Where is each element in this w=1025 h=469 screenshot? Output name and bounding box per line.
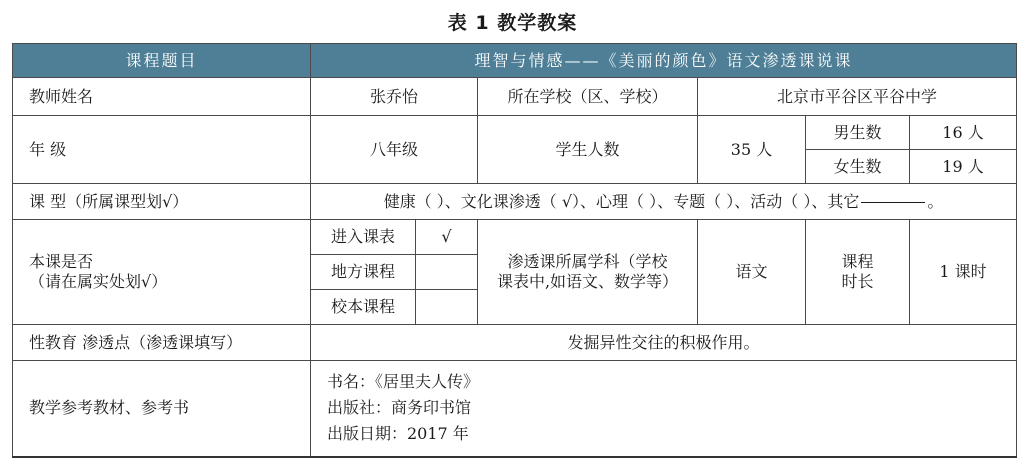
reference-date: 出版日期：2017 年 xyxy=(327,424,469,444)
lesson-type-suffix: 。 xyxy=(927,191,944,211)
course-row-1 xyxy=(13,220,1017,255)
other-blank-line xyxy=(861,201,925,203)
option-in-schedule: 进入课表 xyxy=(311,220,416,255)
option-local-course: 地方课程 xyxy=(311,255,416,290)
lesson-plan-table xyxy=(12,43,1017,458)
school-label: 所在学校（区、学校） xyxy=(478,78,698,116)
header-row xyxy=(13,44,1017,78)
student-count-value: 35 人 xyxy=(698,116,806,184)
references-row xyxy=(13,361,1017,457)
course-title-label: 课程题目 xyxy=(13,44,311,78)
teacher-name-label: 教师姓名 xyxy=(13,78,311,116)
option-school-course: 校本课程 xyxy=(311,290,416,325)
references-label: 教学参考教材、参考书 xyxy=(13,361,311,457)
references-value xyxy=(311,361,1017,457)
subject-label-line2: 课表中,如语文、数学等） xyxy=(496,272,679,291)
grade-row xyxy=(13,116,1017,150)
course-status-label xyxy=(13,220,311,325)
subject-label-line1: 渗透课所属学科（学校 xyxy=(507,252,668,271)
reference-book: 书名：《居里夫人传》 xyxy=(327,372,480,392)
teacher-name-value: 张乔怡 xyxy=(311,78,478,116)
lesson-type-label: 课 型（所属课型划√） xyxy=(13,184,311,220)
school-value: 北京市平谷区平谷中学 xyxy=(698,78,1017,116)
duration-value: 1 课时 xyxy=(910,220,1017,325)
course-status-label-line1: 本课是否 xyxy=(29,252,94,271)
duration-label-line1: 课程 xyxy=(841,252,874,271)
sex-ed-value: 发掘异性交往的积极作用。 xyxy=(311,325,1017,361)
boys-value: 16 人 xyxy=(910,116,1017,150)
option-local-course-check xyxy=(416,255,478,290)
lesson-type-row xyxy=(13,184,1017,220)
girls-value: 19 人 xyxy=(910,150,1017,184)
reference-publisher: 出版社：商务印书馆 xyxy=(327,398,472,418)
subject-label xyxy=(478,220,698,325)
student-count-label: 学生人数 xyxy=(478,116,698,184)
duration-label xyxy=(806,220,910,325)
grade-label: 年 级 xyxy=(13,116,311,184)
course-status-label-line2: （请在属实处划√） xyxy=(29,272,168,291)
grade-value: 八年级 xyxy=(311,116,478,184)
teacher-row xyxy=(13,78,1017,116)
girls-label: 女生数 xyxy=(806,150,910,184)
boys-label: 男生数 xyxy=(806,116,910,150)
option-school-course-check xyxy=(416,290,478,325)
option-in-schedule-check: √ xyxy=(416,220,478,255)
sex-ed-label: 性教育 渗透点（渗透课填写） xyxy=(13,325,311,361)
lesson-type-options-text: 健康（ ）、文化课渗透（ √）、心理（ ）、专题（ ）、活动（ ）、其它 xyxy=(383,191,860,211)
sex-ed-row xyxy=(13,325,1017,361)
lesson-type-options xyxy=(311,184,1017,220)
duration-label-line2: 时长 xyxy=(841,272,874,291)
course-title-value: 理智与情感——《美丽的颜色》语文渗透课说课 xyxy=(311,44,1017,78)
subject-value: 语文 xyxy=(698,220,806,325)
table-caption: 表 1 教学教案 xyxy=(447,12,578,34)
